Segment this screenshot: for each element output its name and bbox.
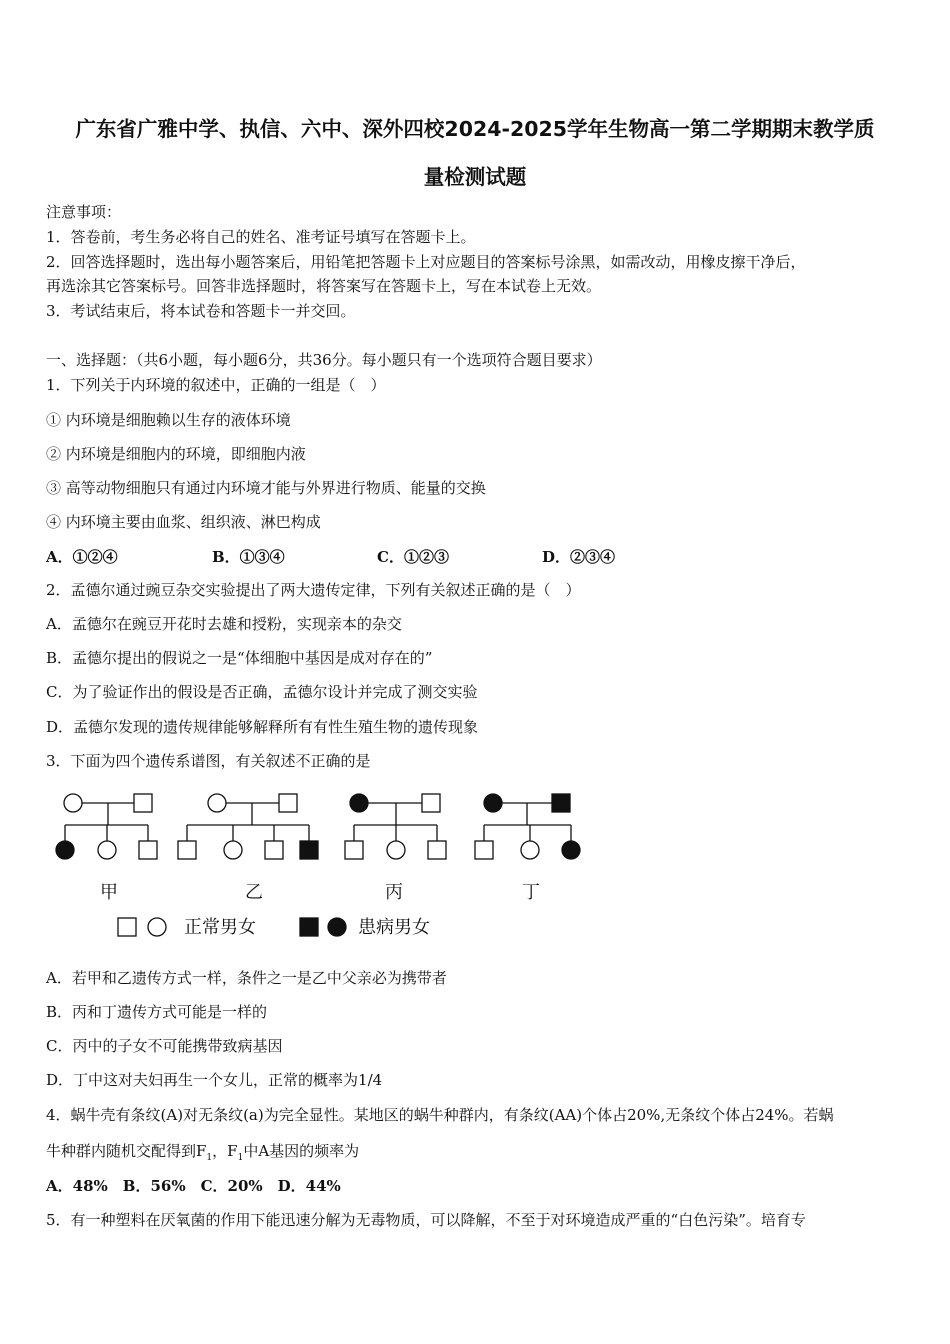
- bing-daughter-normal: [387, 841, 405, 859]
- q3-option-d: D．丁中这对夫妇再生一个女儿，正常的概率为1/4: [46, 1071, 383, 1089]
- q1-statement-4: ④ 内环境主要由血浆、组织液、淋巴构成: [46, 513, 321, 531]
- legend-normal-male: [118, 918, 136, 936]
- ding-father-affected: [552, 794, 570, 812]
- jia-mother-normal: [64, 794, 82, 812]
- q4-stem-2b: ，F: [212, 1142, 238, 1160]
- q4-stem-2a: 牛种群内随机交配得到F: [46, 1142, 207, 1160]
- ding-daughter-affected: [562, 841, 580, 859]
- section-heading: 一、选择题：（共6小题，每小题6分，共36分。每小题只有一个选项符合题目要求）: [46, 351, 602, 369]
- yi-son-affected: [300, 841, 318, 859]
- q3-option-a: A．若甲和乙遗传方式一样，条件之一是乙中父亲必为携带者: [46, 969, 447, 987]
- q3-stem: 3．下面为四个遗传系谱图，有关叙述不正确的是: [46, 752, 371, 770]
- q1-statement-3: ③ 高等动物细胞只有通过内环境才能与外界进行物质、能量的交换: [46, 479, 486, 497]
- q1-statement-2: ② 内环境是细胞内的环境，即细胞内液: [46, 445, 306, 463]
- notice-item-2b: 再选涂其它答案标号。回答非选择题时，将答案写在答题卡上，写在本试卷上无效。: [46, 277, 602, 295]
- q4-sub-1: 1: [206, 1153, 213, 1163]
- q4-stem-1: 4．蜗牛壳有条纹(A)对无条纹(a)为完全显性。某地区的蜗牛种群内，有条纹(AA)个体占20%,无条纹个体占24%。若蜗: [46, 1106, 834, 1124]
- q1-option-c: C．①②③: [377, 548, 449, 566]
- label-yi: 乙: [245, 882, 263, 903]
- legend-affected-female: [328, 918, 346, 936]
- q2-option-c: C．为了验证作出的假设是否正确，孟德尔设计并完成了测交实验: [46, 683, 478, 701]
- q1-stem: 1．下列关于内环境的叙述中，正确的一组是（ ）: [46, 376, 386, 394]
- notice-item-2a: 2．回答选择题时，选出每小题答案后，用铅笔把答题卡上对应题目的答案标号涂黑，如需改动，用橡皮擦干净后，: [46, 253, 806, 271]
- ding-daughter-normal: [521, 841, 539, 859]
- label-jia: 甲: [100, 882, 118, 903]
- bing-mother-affected: [350, 794, 368, 812]
- label-ding: 丁: [522, 882, 540, 903]
- notice-heading: 注意事项：: [46, 203, 122, 221]
- q4-stem-2c: 中A基因的频率为: [243, 1142, 360, 1160]
- q2-option-a: A．孟德尔在豌豆开花时去雄和授粉，实现亲本的杂交: [46, 615, 402, 633]
- ding-mother-affected: [484, 794, 502, 812]
- bing-son-normal-2: [428, 841, 446, 859]
- jia-daughter-normal: [98, 841, 116, 859]
- legend-normal-female: [148, 918, 166, 936]
- q2-stem: 2．孟德尔通过豌豆杂交实验提出了两大遗传定律，下列有关叙述正确的是（ ）: [46, 581, 581, 599]
- q3-option-b: B．丙和丁遗传方式可能是一样的: [46, 1003, 268, 1021]
- jia-daughter-affected: [56, 841, 74, 859]
- q4-sub-2: 1: [237, 1153, 244, 1163]
- yi-mother-normal: [208, 794, 226, 812]
- pedigree-figure: [44, 785, 589, 945]
- yi-daughter-normal: [224, 841, 242, 859]
- label-bing: 丙: [385, 882, 403, 903]
- yi-father-normal: [279, 794, 297, 812]
- q3-option-c: C．丙中的子女不可能携带致病基因: [46, 1037, 283, 1055]
- jia-father-normal: [134, 794, 152, 812]
- q2-option-b: B．孟德尔提出的假说之一是“体细胞中基因是成对存在的”: [46, 649, 433, 667]
- title-line-2: 量检测试题: [423, 165, 527, 189]
- jia-son-normal: [139, 841, 157, 859]
- q4-options: A．48% B．56% C．20% D．44%: [46, 1177, 341, 1195]
- q1-option-d: D．②③④: [542, 548, 616, 566]
- q1-option-a: A．①②④: [46, 548, 118, 566]
- legend-affected-male: [300, 918, 318, 936]
- title-line-1: 广东省广雅中学、执信、六中、深外四校2024-2025学年生物高一第二学期期末教学质: [75, 117, 875, 141]
- yi-son-normal-1: [178, 841, 196, 859]
- bing-son-normal-1: [345, 841, 363, 859]
- q4-stem-2: [46, 1141, 359, 1168]
- bing-father-normal: [422, 794, 440, 812]
- notice-item-1: 1．答卷前，考生务必将自己的姓名、准考证号填写在答题卡上。: [46, 228, 476, 246]
- notice-item-3: 3．考试结束后，将本试卷和答题卡一并交回。: [46, 302, 356, 320]
- q1-statement-1: ① 内环境是细胞赖以生存的液体环境: [46, 411, 291, 429]
- yi-son-normal-2: [265, 841, 283, 859]
- legend-affected-text: 患病男女: [358, 917, 430, 938]
- q1-option-b: B．①③④: [212, 548, 285, 566]
- legend-normal-text: 正常男女: [184, 917, 256, 938]
- q5-stem: 5．有一种塑料在厌氧菌的作用下能迅速分解为无毒物质，可以降解，不至于对环境造成严重的“白色污染”。培育专: [46, 1211, 806, 1229]
- q2-option-d: D．孟德尔发现的遗传规律能够解释所有有性生殖生物的遗传现象: [46, 718, 479, 736]
- ding-son-normal: [475, 841, 493, 859]
